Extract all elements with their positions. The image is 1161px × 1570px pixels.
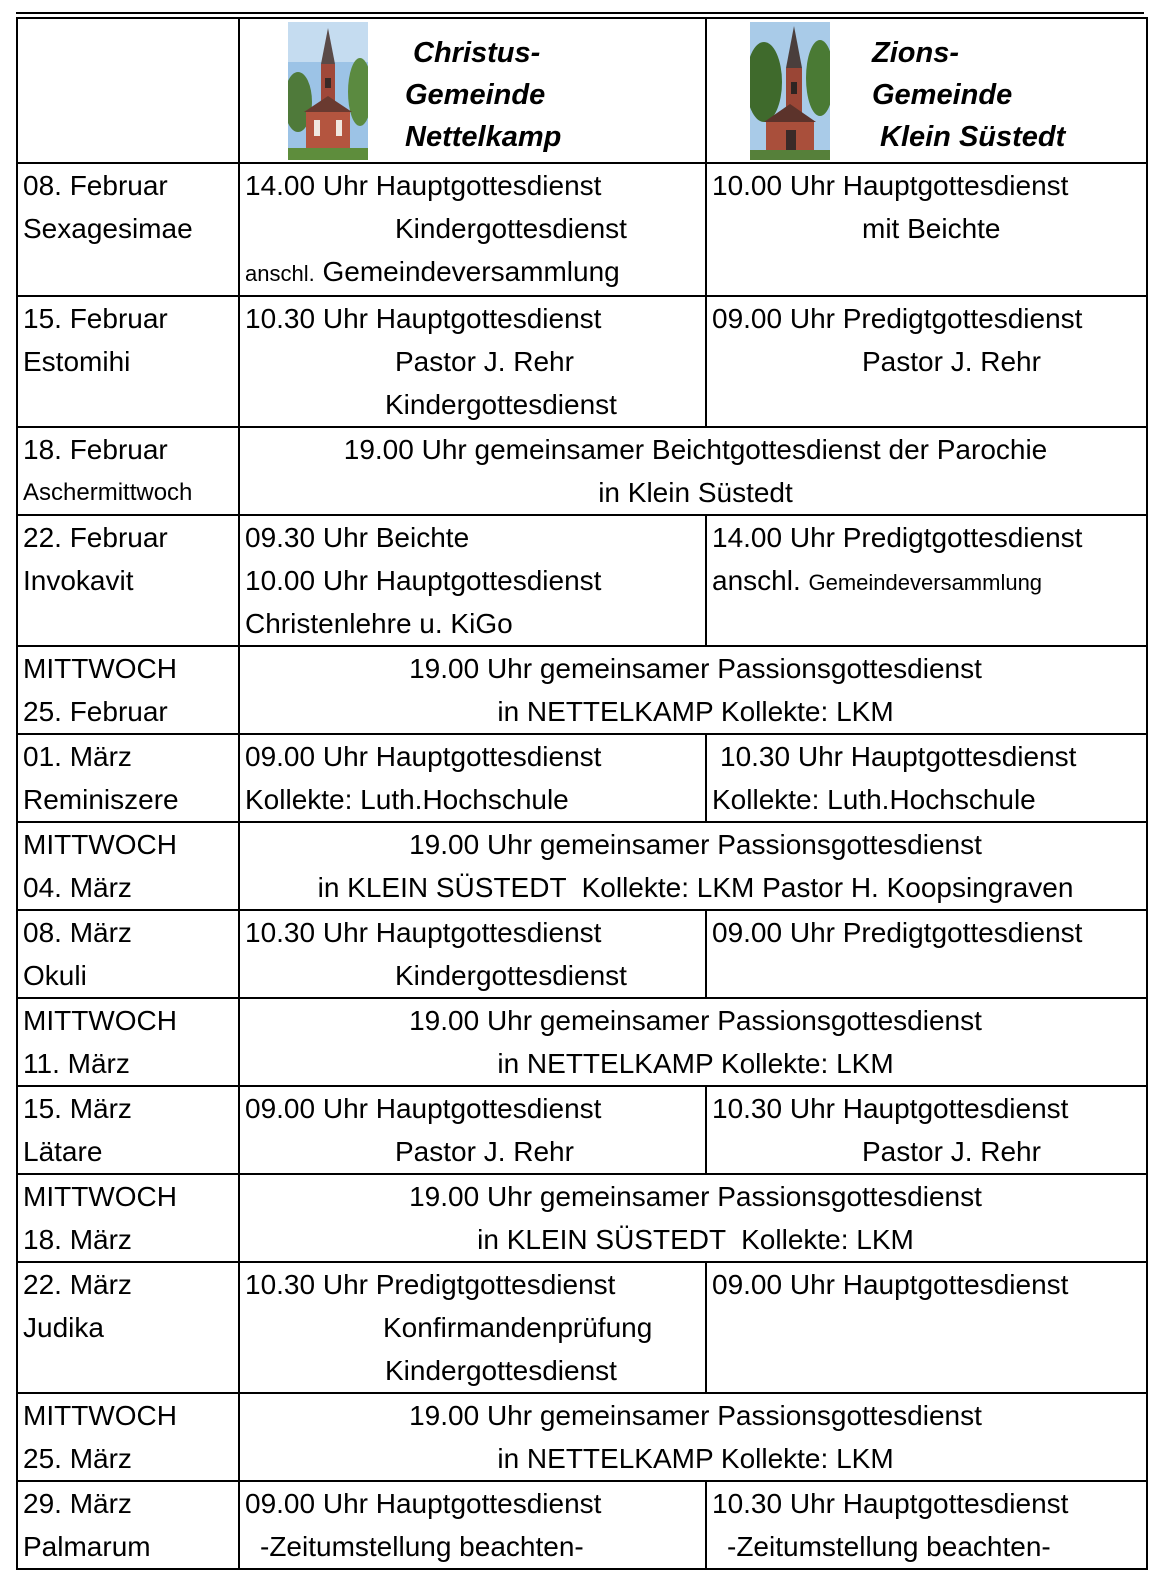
date-cell: 29. März Palmarum [17,1481,239,1569]
table-row [17,427,1147,515]
date-cell: MITTWOCH 25. Februar [17,646,239,734]
nettelkamp-cell: 09.00 Uhr Hauptgottesdienst -Zeitumstellung beachten- [239,1481,706,1569]
church-nettelkamp-image [288,22,368,160]
nettelkamp-cell: 10.30 Uhr Hauptgottesdienst Kindergottesdienst [239,910,706,998]
table-row [17,163,1147,296]
date-cell: 08. März Okuli [17,910,239,998]
klein-suestedt-cell: 09.00 Uhr Predigtgottesdienst [706,910,1147,998]
nettelkamp-cell: 09.00 Uhr Hauptgottesdienst Kollekte: Luth.Hochschule [239,734,706,822]
date-cell: 22. Februar Invokavit [17,515,239,646]
nettelkamp-cell: 09.30 Uhr Beichte 10.00 Uhr Hauptgottesdienst Christenlehre u. KiGo [239,515,706,646]
date-cell: 22. März Judika [17,1262,239,1393]
klein-suestedt-cell: 10.00 Uhr Hauptgottesdienst mit Beichte [706,163,1147,296]
table-row [17,296,1147,427]
date-cell: MITTWOCH 25. März [17,1393,239,1481]
date-cell: MITTWOCH 18. März [17,1174,239,1262]
table-row [17,1174,1147,1262]
nettelkamp-cell: 14.00 Uhr Hauptgottesdienst Kindergottesdienst anschl. Gemeindeversammlung [239,163,706,296]
joint-service-cell: 19.00 Uhr gemeinsamer Passionsgottesdienst in KLEIN SÜSTEDT Kollekte: LKM [239,1174,1147,1262]
date-cell: 15. Februar Estomihi [17,296,239,427]
joint-service-cell: 19.00 Uhr gemeinsamer Passionsgottesdienst in NETTELKAMP Kollekte: LKM [239,998,1147,1086]
table-row [17,822,1147,910]
table-row [17,646,1147,734]
table-row [17,910,1147,998]
table-row [17,1481,1147,1569]
header-row [17,18,1147,163]
joint-service-cell: 19.00 Uhr gemeinsamer Passionsgottesdienst in KLEIN SÜSTEDT Kollekte: LKM Pastor H. Koopsingraven [239,822,1147,910]
table-row [17,515,1147,646]
church-klein-suestedt-image [750,22,830,160]
date-cell: MITTWOCH 11. März [17,998,239,1086]
header-empty-cell [17,18,239,163]
nettelkamp-cell: 09.00 Uhr Hauptgottesdienst Pastor J. Rehr [239,1086,706,1174]
klein-suestedt-cell: 10.30 Uhr Hauptgottesdienst Kollekte: Luth.Hochschule [706,734,1147,822]
nettelkamp-cell: 10.30 Uhr Predigtgottesdienst Konfirmandenprüfung Kindergottesdienst [239,1262,706,1393]
joint-service-cell: 19.00 Uhr gemeinsamer Passionsgottesdienst in NETTELKAMP Kollekte: LKM [239,646,1147,734]
service-schedule-table [16,17,1148,1570]
date-cell: 08. Februar Sexagesimae [17,163,239,296]
church-name-nettelkamp: Christus- Gemeinde Nettelkamp [405,37,562,153]
table-row [17,734,1147,822]
klein-suestedt-cell: 10.30 Uhr Hauptgottesdienst -Zeitumstellung beachten- [706,1481,1147,1569]
church-name-klein-suestedt: Zions- Gemeinde Klein Süstedt [872,37,1066,153]
nettelkamp-cell: 10.30 Uhr Hauptgottesdienst Pastor J. Rehr Kindergottesdienst [239,296,706,427]
klein-suestedt-cell: 14.00 Uhr Predigtgottesdienst anschl. Gemeindeversammlung [706,515,1147,646]
joint-service-cell: 19.00 Uhr gemeinsamer Passionsgottesdienst in NETTELKAMP Kollekte: LKM [239,1393,1147,1481]
date-cell: MITTWOCH 04. März [17,822,239,910]
klein-suestedt-cell: 09.00 Uhr Predigtgottesdienst Pastor J. Rehr [706,296,1147,427]
date-cell: 18. Februar Aschermittwoch [17,427,239,515]
table-row [17,998,1147,1086]
header-nettelkamp [239,18,706,163]
klein-suestedt-cell: 09.00 Uhr Hauptgottesdienst [706,1262,1147,1393]
top-rule [16,12,1144,14]
table-row [17,1393,1147,1481]
table-row [17,1262,1147,1393]
table-row [17,1086,1147,1174]
date-cell: 01. März Reminiszere [17,734,239,822]
date-cell: 15. März Lätare [17,1086,239,1174]
klein-suestedt-cell: 10.30 Uhr Hauptgottesdienst Pastor J. Rehr [706,1086,1147,1174]
joint-service-cell: 19.00 Uhr gemeinsamer Beichtgottesdienst der Parochie in Klein Süstedt [239,427,1147,515]
header-klein-suestedt [706,18,1147,163]
